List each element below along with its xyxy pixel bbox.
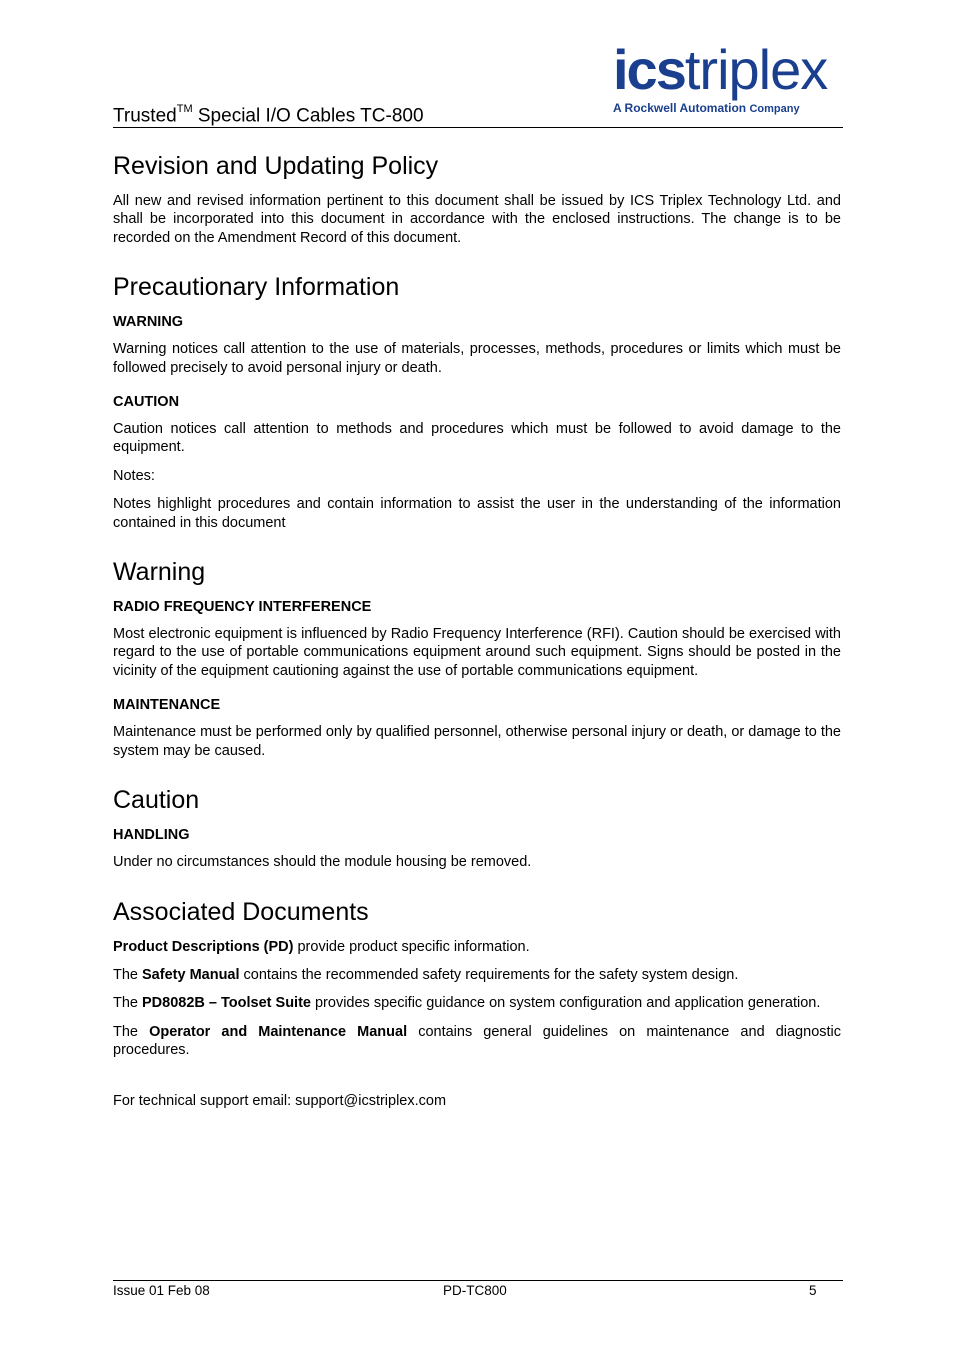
revision-heading: Revision and Updating Policy bbox=[113, 152, 439, 180]
footer-page-number: 5 bbox=[809, 1283, 817, 1298]
caution-heading: Caution bbox=[113, 786, 200, 815]
logo-company: Company bbox=[749, 103, 800, 115]
rfi-label: RADIO FREQUENCY INTERFERENCE bbox=[113, 599, 372, 616]
pd-bold: Product Descriptions (PD) bbox=[113, 938, 294, 955]
rfi-body: Most electronic equipment is influenced by Radio Frequency Interference (RFI). Caution should be exercised with regard to the use of portable communications equipment around such equipment. Signs should be posted in the vicinity of the equipment cautioning against the use of portable communications equipment. bbox=[113, 626, 841, 679]
notes-label: Notes: bbox=[113, 467, 155, 484]
associated-toolset bbox=[113, 994, 841, 1012]
handling-body: Under no circumstances should the module housing be removed. bbox=[113, 854, 532, 871]
caution-label: CAUTION bbox=[113, 394, 180, 411]
header-divider bbox=[113, 127, 843, 128]
associated-safety-manual bbox=[113, 966, 841, 984]
om-bold: Operator and Maintenance Manual bbox=[149, 1023, 408, 1040]
om-rest: contains general guidelines on maintenance and diagnostic procedures. bbox=[113, 1023, 842, 1059]
caution-section bbox=[113, 784, 841, 871]
toolset-bold: PD8082B – Toolset Suite bbox=[142, 995, 311, 1012]
logo-ics: ics bbox=[613, 38, 685, 101]
safety-pre: The bbox=[113, 966, 143, 983]
footer-issue: Issue 01 Feb 08 bbox=[113, 1283, 210, 1298]
footer-divider bbox=[113, 1280, 843, 1281]
warning-notice-body: Warning notices call attention to the use of materials, processes, methods, procedures or limits which must be followed precisely to avoid personal injury or death. bbox=[113, 341, 841, 376]
document-title bbox=[113, 100, 424, 127]
trademark-sup: TM bbox=[176, 103, 193, 115]
caution-notice-body: Caution notices call attention to methods and procedures which must be followed to avoid damage to the equipment. bbox=[113, 421, 841, 456]
om-pre: The bbox=[113, 1023, 150, 1040]
revision-body: All new and revised information pertinent to this document shall be issued by ICS Triplex Technology Ltd. and shall be incorporated into this document in accordance with the enclosed instructions. The change is to be recorded on the Amendment Record of this document. bbox=[113, 193, 841, 246]
revision-section bbox=[113, 150, 841, 247]
associated-documents-section bbox=[113, 896, 841, 1110]
warning-heading: Warning bbox=[113, 558, 206, 587]
handling-label: HANDLING bbox=[113, 827, 190, 844]
warning-label: WARNING bbox=[113, 314, 184, 331]
pd-rest: provide product specific information. bbox=[293, 938, 530, 955]
notes-body: Notes highlight procedures and contain information to assist the user in the understanding of the information contained in this document bbox=[113, 496, 841, 531]
support-email: For technical support email: support@icstriplex.com bbox=[113, 1092, 447, 1109]
precautionary-section bbox=[113, 271, 841, 532]
title-main: Trusted bbox=[113, 105, 177, 127]
maintenance-body: Maintenance must be performed only by qualified personnel, otherwise personal injury or death, or damage to the system may be caused. bbox=[113, 724, 841, 759]
associated-heading: Associated Documents bbox=[113, 897, 369, 926]
safety-bold: Safety Manual bbox=[142, 966, 240, 983]
title-rest: Special I/O Cables TC-800 bbox=[192, 105, 424, 127]
associated-om-manual bbox=[113, 1023, 841, 1060]
logo-tagline-main: A Rockwell Automation bbox=[613, 101, 747, 115]
warning-section bbox=[113, 556, 841, 760]
toolset-rest: provides specific guidance on system configuration and application generation. bbox=[310, 995, 821, 1012]
associated-pd bbox=[113, 938, 841, 956]
logo-triplex: triplex bbox=[684, 38, 828, 101]
precautionary-heading: Precautionary Information bbox=[113, 273, 400, 302]
maintenance-label: MAINTENANCE bbox=[113, 697, 221, 714]
toolset-pre: The bbox=[113, 995, 143, 1012]
ics-triplex-logo bbox=[613, 38, 845, 115]
footer-doc-id: PD-TC800 bbox=[443, 1283, 507, 1298]
safety-rest: contains the recommended safety requirements for the safety system design. bbox=[239, 966, 739, 983]
page-content bbox=[113, 150, 841, 1120]
logo-tagline bbox=[613, 101, 845, 115]
logo-wordmark bbox=[613, 38, 845, 101]
